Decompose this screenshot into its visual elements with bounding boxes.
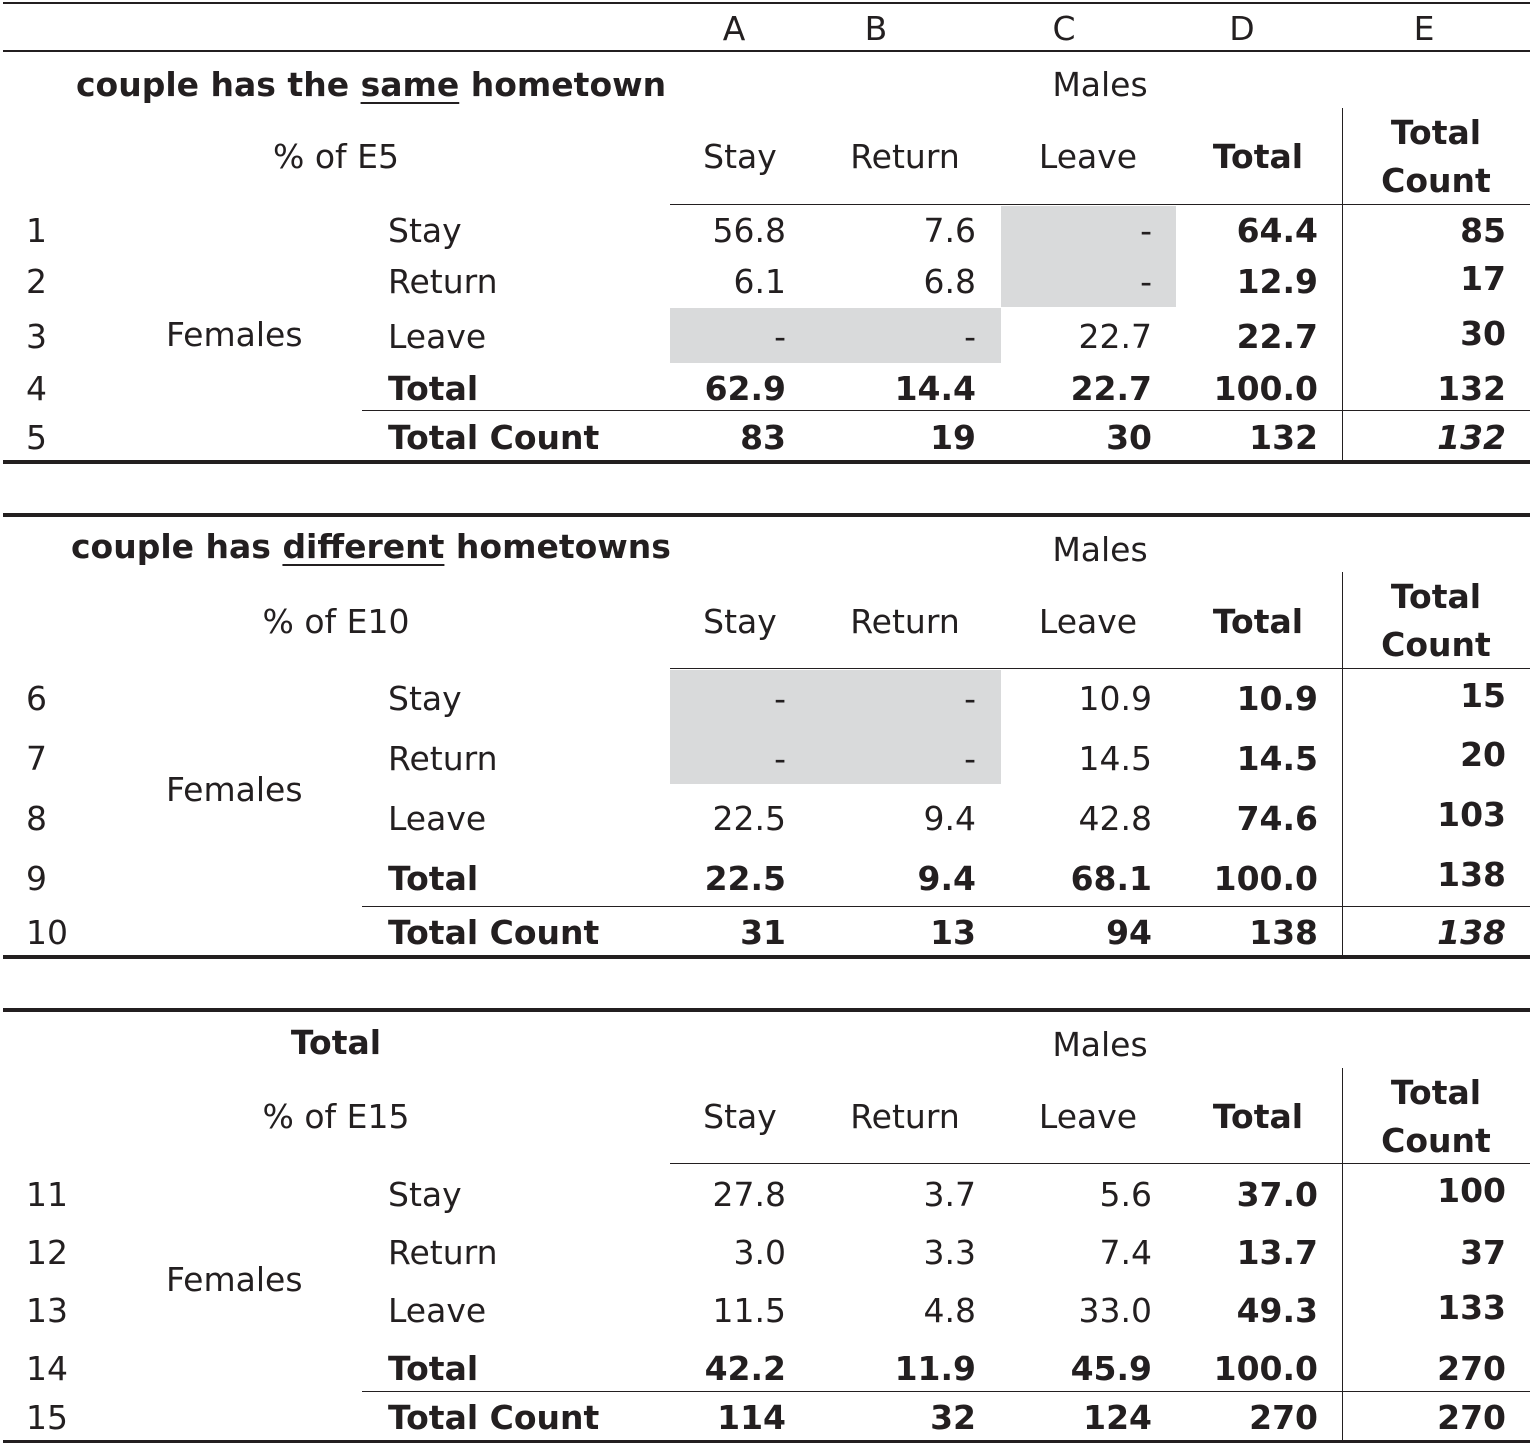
cell-e: 37 (1460, 1233, 1506, 1272)
col-letter-b: B (864, 9, 888, 48)
cell-c: - (1140, 211, 1152, 250)
cell-c: 33.0 (1078, 1291, 1152, 1330)
pct-label: % of E15 (262, 1097, 410, 1136)
cell-d: 100.0 (1213, 859, 1318, 898)
cell-d: 10.9 (1236, 679, 1318, 718)
cell-a: 6.1 (733, 262, 786, 301)
cell-c: 5.6 (1099, 1175, 1152, 1214)
section-title (71, 527, 671, 566)
cell-c: 30 (1106, 418, 1152, 457)
cell-e: 17 (1460, 259, 1506, 298)
cell-a: 62.9 (704, 369, 786, 408)
cell-c: 42.8 (1078, 799, 1152, 838)
col-header-total-count-2: Count (1381, 161, 1491, 200)
cell-c: 45.9 (1070, 1349, 1152, 1388)
total-rule (362, 906, 1530, 907)
row-number: 2 (26, 262, 47, 301)
cell-d: 100.0 (1213, 1349, 1318, 1388)
section-top-rule (3, 513, 1530, 517)
males-header: Males (1052, 65, 1148, 104)
cell-e: 133 (1437, 1288, 1506, 1327)
col-header-leave: Leave (1038, 1097, 1138, 1136)
cell-d: 14.5 (1236, 739, 1318, 778)
section-title (236, 1023, 436, 1062)
cell-e: 138 (1437, 855, 1506, 894)
males-header: Males (1052, 1025, 1148, 1064)
row-number: 1 (26, 211, 47, 250)
row-label: Total (388, 859, 479, 898)
cell-b: 9.4 (917, 859, 976, 898)
cell-e: 270 (1437, 1398, 1506, 1437)
header-rule (670, 204, 1530, 205)
divider-e (1342, 108, 1343, 462)
females-label: Females (166, 770, 303, 809)
cell-a: 56.8 (712, 211, 786, 250)
cell-b: 11.9 (894, 1349, 976, 1388)
title-post: hometowns (444, 527, 671, 566)
cell-a: - (774, 317, 786, 356)
cell-d: 22.7 (1236, 317, 1318, 356)
row-label: Leave (388, 1291, 487, 1330)
cell-a: 31 (740, 913, 786, 952)
cell-a: 11.5 (712, 1291, 786, 1330)
divider-e (1342, 1068, 1343, 1442)
cell-d: 74.6 (1236, 799, 1318, 838)
row-label: Total Count (388, 1398, 600, 1437)
cell-b: 6.8 (923, 262, 976, 301)
col-letter-c: C (1052, 9, 1076, 48)
cell-b: 32 (930, 1398, 976, 1437)
col-header-stay: Stay (703, 1097, 777, 1136)
cell-b: - (964, 739, 976, 778)
cell-a: 42.2 (704, 1349, 786, 1388)
cell-a: - (774, 679, 786, 718)
cell-a: 27.8 (712, 1175, 786, 1214)
cell-c: 22.7 (1078, 317, 1152, 356)
section-top-rule (3, 1008, 1530, 1012)
section-bottom-rule (3, 460, 1530, 464)
cell-e: 30 (1460, 314, 1506, 353)
row-label: Total Count (388, 913, 600, 952)
row-label: Leave (388, 317, 487, 356)
cell-b: 14.4 (894, 369, 976, 408)
row-number: 10 (26, 913, 68, 952)
row-label: Return (388, 1233, 498, 1272)
row-number: 6 (26, 679, 47, 718)
cell-e: 103 (1437, 795, 1506, 834)
col-header-total-count-1: Total (1390, 577, 1482, 616)
cell-e: 100 (1437, 1171, 1506, 1210)
col-header-return: Return (850, 602, 960, 641)
cell-e: 85 (1460, 211, 1506, 250)
row-label: Total (388, 1349, 479, 1388)
cell-b: 7.6 (923, 211, 976, 250)
row-label: Leave (388, 799, 487, 838)
col-letter-a: A (722, 9, 746, 48)
cell-e: 270 (1437, 1349, 1506, 1388)
cell-a: 83 (740, 418, 786, 457)
title-post: hometown (459, 65, 667, 104)
pct-label: % of E5 (273, 137, 399, 176)
cell-b: 9.4 (923, 799, 976, 838)
col-header-total: Total (1212, 602, 1304, 641)
col-header-total-count-2: Count (1381, 625, 1491, 664)
col-letter-e: E (1413, 9, 1435, 48)
cell-b: 3.3 (923, 1233, 976, 1272)
cell-c: 124 (1083, 1398, 1152, 1437)
row-label: Return (388, 262, 498, 301)
header-rule (670, 668, 1530, 669)
title-pre: couple has (71, 527, 283, 566)
col-header-stay: Stay (703, 137, 777, 176)
cell-d: 49.3 (1236, 1291, 1318, 1330)
col-header-total-count-2: Count (1381, 1121, 1491, 1160)
cell-e: 15 (1460, 676, 1506, 715)
cell-a: 22.5 (712, 799, 786, 838)
section-bottom-rule (3, 955, 1530, 959)
cell-d: 138 (1249, 913, 1318, 952)
col-header-total: Total (1212, 1097, 1304, 1136)
title-underlined: same (360, 65, 460, 104)
cell-b: 19 (930, 418, 976, 457)
title-pre: couple has the (76, 65, 361, 104)
cell-b: 4.8 (923, 1291, 976, 1330)
row-number: 12 (26, 1233, 68, 1272)
row-number: 15 (26, 1398, 68, 1437)
row-label: Return (388, 739, 498, 778)
row-number: 5 (26, 418, 47, 457)
col-header-total-count-1: Total (1390, 1073, 1482, 1112)
row-number: 4 (26, 369, 47, 408)
total-rule (362, 410, 1530, 411)
row-number: 13 (26, 1291, 68, 1330)
males-header: Males (1052, 530, 1148, 569)
cell-b: 3.7 (923, 1175, 976, 1214)
cell-d: 13.7 (1236, 1233, 1318, 1272)
row-label: Stay (388, 679, 462, 718)
cell-e: 138 (1437, 913, 1506, 952)
cell-d: 270 (1249, 1398, 1318, 1437)
row-label: Total Count (388, 418, 600, 457)
row-label: Total (388, 369, 479, 408)
cell-d: 100.0 (1213, 369, 1318, 408)
pct-label: % of E10 (262, 602, 410, 641)
col-header-stay: Stay (703, 602, 777, 641)
cell-c: 7.4 (1099, 1233, 1152, 1272)
cell-e: 132 (1437, 418, 1506, 457)
row-label: Stay (388, 1175, 462, 1214)
cell-a: - (774, 739, 786, 778)
cell-e: 20 (1460, 735, 1506, 774)
title-underlined: different (282, 527, 445, 566)
females-label: Females (166, 1260, 303, 1299)
cell-d: 132 (1249, 418, 1318, 457)
cell-c: 68.1 (1070, 859, 1152, 898)
row-number: 9 (26, 859, 47, 898)
cell-e: 132 (1437, 369, 1506, 408)
row-number: 3 (26, 317, 47, 356)
col-letter-d: D (1229, 9, 1255, 48)
col-header-return: Return (850, 137, 960, 176)
row-number: 11 (26, 1175, 68, 1214)
top-rule (3, 2, 1530, 4)
row-number: 8 (26, 799, 47, 838)
cell-d: 12.9 (1236, 262, 1318, 301)
letters-rule (3, 50, 1530, 52)
cell-c: 14.5 (1078, 739, 1152, 778)
col-header-leave: Leave (1038, 602, 1138, 641)
cell-a: 22.5 (704, 859, 786, 898)
row-number: 7 (26, 739, 47, 778)
cell-a: 114 (717, 1398, 786, 1437)
title-post: Total (290, 1023, 382, 1062)
row-label: Stay (388, 211, 462, 250)
col-header-return: Return (850, 1097, 960, 1136)
total-rule (362, 1391, 1530, 1392)
divider-e (1342, 572, 1343, 958)
section-title (76, 65, 667, 104)
col-header-leave: Leave (1038, 137, 1138, 176)
cell-d: 37.0 (1236, 1175, 1318, 1214)
row-number: 14 (26, 1349, 68, 1388)
cell-b: 13 (930, 913, 976, 952)
col-header-total-count-1: Total (1390, 113, 1482, 152)
col-header-total: Total (1212, 137, 1304, 176)
cell-c: 10.9 (1078, 679, 1152, 718)
cell-b: - (964, 317, 976, 356)
section-bottom-rule (3, 1440, 1530, 1443)
cell-c: - (1140, 262, 1152, 301)
cell-a: 3.0 (733, 1233, 786, 1272)
cell-c: 94 (1106, 913, 1152, 952)
cell-b: - (964, 679, 976, 718)
header-rule (670, 1163, 1530, 1164)
females-label: Females (166, 315, 303, 354)
cell-c: 22.7 (1070, 369, 1152, 408)
cell-d: 64.4 (1236, 211, 1318, 250)
